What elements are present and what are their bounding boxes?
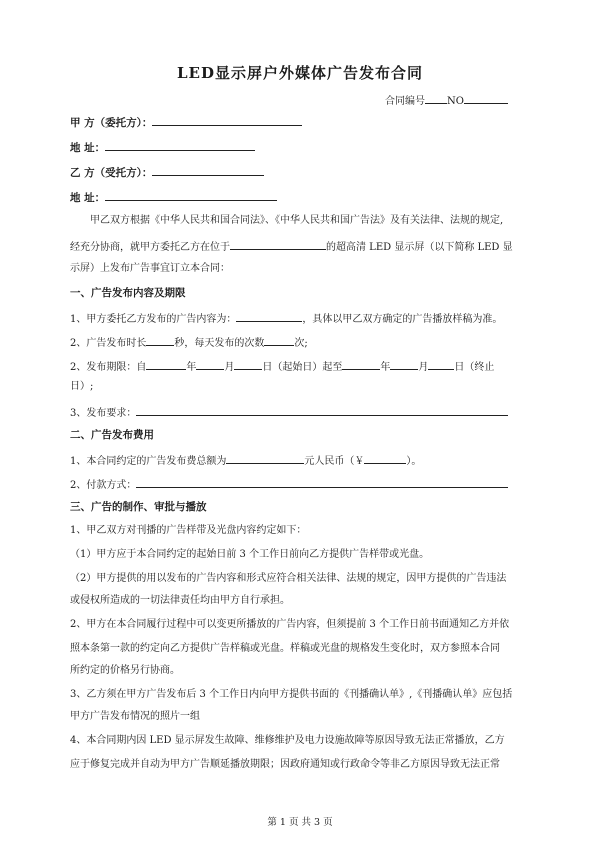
start-day-blank[interactable] xyxy=(234,358,262,370)
sec3-p3-line-2: 或侵权所造成的一切法律责任均由甲方自行承担。 xyxy=(70,595,290,606)
contract-number-blank-1[interactable] xyxy=(425,92,447,104)
sec3-p4-line-3: 所约定的价格另行协商。 xyxy=(70,665,180,676)
ad-content-blank[interactable] xyxy=(236,310,302,322)
fee-total-blank[interactable] xyxy=(226,452,304,464)
sec2-item-1a: 1、本合同约定的广告发布费总额为 xyxy=(70,456,227,467)
sec1-item-3e: 年 xyxy=(380,362,391,373)
section-2-heading: 二、广告发布费用 xyxy=(70,429,154,441)
sec1-item-1a: 1、甲方委托乙方发布的广告内容为： xyxy=(70,314,237,325)
fee-amount-blank[interactable] xyxy=(364,452,406,464)
sec1-item-4 xyxy=(70,404,508,421)
sec1-item-3a: 2、发布期限：自 xyxy=(70,362,147,373)
sec1-item-1b: ，具体以甲乙双方确定的广告播放样稿为准。 xyxy=(302,314,503,325)
sec3-p3-line-1: （2）甲方提供的用以发布的广告内容和形式应符合相关法律、法规的规定，因甲方提供的广告违法 xyxy=(70,573,507,584)
page-footer: 第 1 页 共 3 页 xyxy=(267,817,333,828)
start-year-blank[interactable] xyxy=(146,358,186,370)
party-a-address-blank[interactable] xyxy=(105,139,255,151)
sec1-item-2c: 次; xyxy=(294,338,308,349)
contract-number-blank-2[interactable] xyxy=(464,92,508,104)
party-b-line xyxy=(70,164,264,180)
party-a-address-line xyxy=(70,139,255,155)
party-b-label: 乙 方（受托方）： xyxy=(70,167,153,179)
end-day-blank[interactable] xyxy=(428,358,454,370)
contract-number-label: 合同编号 xyxy=(385,96,425,107)
document-title: LED显示屏户外媒体广告发布合同 xyxy=(177,64,423,82)
sec1-item-3d: 日（起始日）起至 xyxy=(262,362,343,373)
sec1-item-3b: 年 xyxy=(186,362,197,373)
publish-requirements-blank[interactable] xyxy=(136,404,508,416)
sec3-p2: （1）甲方应于本合同约定的起始日前 3 个工作日前向乙方提供广告样带或光盘。 xyxy=(70,549,430,560)
payment-method-blank[interactable] xyxy=(136,476,508,488)
sec1-item-1 xyxy=(70,310,502,327)
sec2-item-1c: ）。 xyxy=(406,456,422,467)
screen-location-blank[interactable] xyxy=(230,238,326,250)
sec1-item-2b: 秒，每天发布的次数 xyxy=(174,338,265,349)
intro-line-2b: 的超高清 LED 显示屏（以下简称 LED 显 xyxy=(326,242,513,253)
sec1-item-3-cont: 日）; xyxy=(70,381,94,392)
section-3-heading: 三、广告的制作、审批与播放 xyxy=(70,501,207,513)
end-year-blank[interactable] xyxy=(342,358,380,370)
sec3-p5-line-1: 3、乙方须在甲方广告发布后 3 个工作日内向甲方提供书面的《刊播确认单》,《刊播确认单》应包括 xyxy=(70,689,513,700)
party-a-label: 甲 方（委托方）： xyxy=(70,117,153,129)
sec3-p4-line-1: 2、甲方在本合同履行过程中可以变更所播放的广告内容，但须提前 3 个工作日前书面通知乙方并依 xyxy=(70,619,510,630)
party-a-blank[interactable] xyxy=(152,114,302,126)
sec1-item-3f: 月 xyxy=(418,362,429,373)
start-month-blank[interactable] xyxy=(196,358,224,370)
party-b-address-line xyxy=(70,189,277,205)
party-b-blank[interactable] xyxy=(152,164,264,176)
contract-number-prefix: NO xyxy=(447,96,464,107)
sec2-item-1b: 元人民币（￥ xyxy=(304,456,365,467)
contract-number xyxy=(385,92,508,107)
end-month-blank[interactable] xyxy=(390,358,418,370)
section-1-heading: 一、广告发布内容及期限 xyxy=(70,287,186,299)
sec1-item-4-label: 3、发布要求： xyxy=(70,408,137,419)
party-b-address-blank[interactable] xyxy=(105,189,277,201)
sec2-item-2 xyxy=(70,476,508,493)
sec1-item-2a: 2、广告发布时长 xyxy=(70,338,147,349)
sec2-item-1 xyxy=(70,452,421,469)
sec2-item-2-label: 2、付款方式： xyxy=(70,480,137,491)
party-a-line xyxy=(70,114,302,130)
sec3-p1: 1、甲乙双方对刊播的广告样带及光盘内容约定如下： xyxy=(70,525,307,536)
daily-times-blank[interactable] xyxy=(264,334,294,346)
party-b-address-label: 地 址： xyxy=(70,192,106,204)
sec1-item-3 xyxy=(70,358,494,375)
sec3-p6-line-1: 4、本合同期内因 LED 显示屏发生故障、维修维护及电力设施故障等原因导致无法正常播放，乙方 xyxy=(70,735,505,746)
intro-line-2a: 经充分协商，就甲方委托乙方在位于 xyxy=(70,242,230,253)
sec1-item-2 xyxy=(70,334,308,351)
intro-line-2 xyxy=(70,238,513,255)
sec3-p5-line-2: 甲方广告发布情况的照片一组 xyxy=(70,711,200,722)
sec1-item-3c: 月 xyxy=(224,362,235,373)
intro-line-3: 示屏）上发布广告事宜订立本合同： xyxy=(70,263,230,274)
sec3-p6-line-2: 应于修复完成并自动为甲方广告顺延播放期限；因政府通知或行政命令等非乙方原因导致无法正常 xyxy=(70,759,500,770)
duration-seconds-blank[interactable] xyxy=(146,334,174,346)
sec1-item-3g: 日（终止 xyxy=(454,362,495,373)
party-a-address-label: 地 址： xyxy=(70,142,106,154)
intro-line-1: 甲乙双方根据《中华人民共和国合同法》、《中华人民共和国广告法》及有关法律、法规的规定, xyxy=(90,215,504,226)
sec3-p4-line-2: 照本条第一款的约定向乙方提供广告样稿或光盘。样稿或光盘的规格发生变化时，双方参照本合同 xyxy=(70,643,500,654)
